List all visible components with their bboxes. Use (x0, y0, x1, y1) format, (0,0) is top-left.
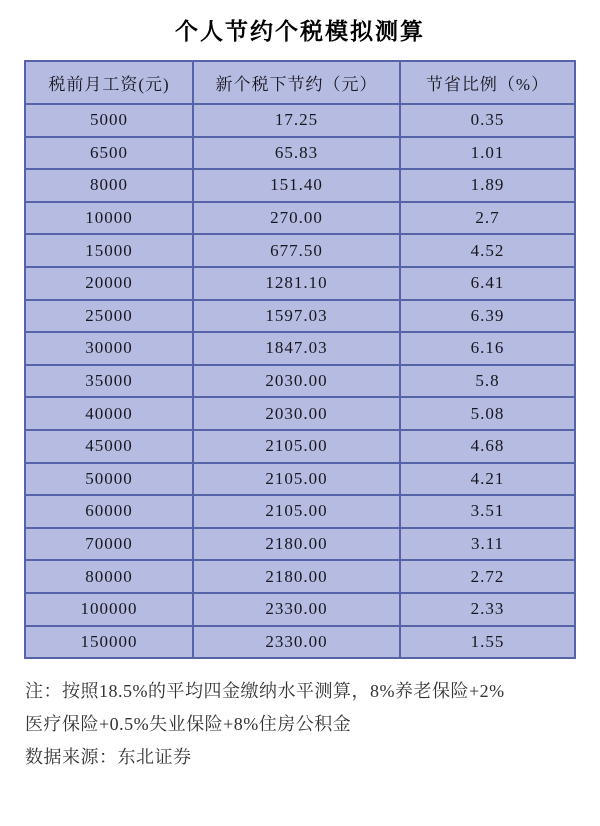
footnote (25, 675, 575, 741)
table-body (25, 104, 575, 658)
cell-saving-ratio: 0.35 (400, 104, 575, 137)
cell-saving-ratio: 1.89 (400, 169, 575, 202)
cell-new-tax-saving: 2105.00 (193, 430, 400, 463)
table-row (25, 169, 575, 202)
cell-pretax-salary: 70000 (25, 528, 193, 561)
cell-new-tax-saving: 1847.03 (193, 332, 400, 365)
cell-new-tax-saving: 151.40 (193, 169, 400, 202)
cell-saving-ratio: 4.68 (400, 430, 575, 463)
cell-new-tax-saving: 2105.00 (193, 495, 400, 528)
cell-new-tax-saving: 677.50 (193, 234, 400, 267)
table-row (25, 332, 575, 365)
table-row (25, 495, 575, 528)
cell-pretax-salary: 8000 (25, 169, 193, 202)
cell-saving-ratio: 2.72 (400, 560, 575, 593)
table-row (25, 104, 575, 137)
cell-pretax-salary: 10000 (25, 202, 193, 235)
header-new-tax-saving: 新个税下节约（元） (193, 61, 400, 104)
cell-new-tax-saving: 1597.03 (193, 300, 400, 333)
cell-new-tax-saving: 17.25 (193, 104, 400, 137)
table-row (25, 202, 575, 235)
cell-new-tax-saving: 2030.00 (193, 365, 400, 398)
table-row (25, 626, 575, 659)
cell-new-tax-saving: 2105.00 (193, 463, 400, 496)
cell-pretax-salary: 6500 (25, 137, 193, 170)
cell-saving-ratio: 4.52 (400, 234, 575, 267)
cell-pretax-salary: 35000 (25, 365, 193, 398)
table-row (25, 560, 575, 593)
table-row (25, 234, 575, 267)
data-source: 数据来源：东北证券 (25, 747, 192, 768)
cell-pretax-salary: 80000 (25, 560, 193, 593)
footnote-line-2: 医疗保险+0.5%失业保险+8%住房公积金 (25, 714, 352, 735)
table-row (25, 528, 575, 561)
table-row (25, 137, 575, 170)
cell-pretax-salary: 5000 (25, 104, 193, 137)
cell-saving-ratio: 6.41 (400, 267, 575, 300)
cell-saving-ratio: 2.7 (400, 202, 575, 235)
table-row (25, 593, 575, 626)
table-row (25, 267, 575, 300)
cell-saving-ratio: 3.11 (400, 528, 575, 561)
table-row (25, 365, 575, 398)
cell-new-tax-saving: 2180.00 (193, 560, 400, 593)
table-row (25, 430, 575, 463)
cell-new-tax-saving: 2330.00 (193, 593, 400, 626)
cell-new-tax-saving: 2180.00 (193, 528, 400, 561)
cell-saving-ratio: 6.39 (400, 300, 575, 333)
cell-pretax-salary: 150000 (25, 626, 193, 659)
cell-saving-ratio: 5.08 (400, 397, 575, 430)
cell-pretax-salary: 15000 (25, 234, 193, 267)
cell-saving-ratio: 4.21 (400, 463, 575, 496)
cell-pretax-salary: 100000 (25, 593, 193, 626)
table-row (25, 463, 575, 496)
table-row (25, 300, 575, 333)
cell-saving-ratio: 3.51 (400, 495, 575, 528)
cell-pretax-salary: 60000 (25, 495, 193, 528)
cell-saving-ratio: 2.33 (400, 593, 575, 626)
header-pretax-salary: 税前月工资(元) (25, 61, 193, 104)
cell-saving-ratio: 6.16 (400, 332, 575, 365)
tax-savings-table (24, 60, 576, 659)
cell-pretax-salary: 20000 (25, 267, 193, 300)
cell-pretax-salary: 50000 (25, 463, 193, 496)
cell-new-tax-saving: 2030.00 (193, 397, 400, 430)
cell-pretax-salary: 30000 (25, 332, 193, 365)
page-title: 个人节约个税模拟测算 (175, 19, 425, 44)
cell-pretax-salary: 25000 (25, 300, 193, 333)
cell-new-tax-saving: 2330.00 (193, 626, 400, 659)
table-row (25, 397, 575, 430)
cell-pretax-salary: 40000 (25, 397, 193, 430)
cell-pretax-salary: 45000 (25, 430, 193, 463)
table-header-row (25, 61, 575, 104)
cell-new-tax-saving: 65.83 (193, 137, 400, 170)
cell-saving-ratio: 1.55 (400, 626, 575, 659)
cell-new-tax-saving: 270.00 (193, 202, 400, 235)
cell-saving-ratio: 1.01 (400, 137, 575, 170)
cell-new-tax-saving: 1281.10 (193, 267, 400, 300)
header-saving-ratio: 节省比例（%） (400, 61, 575, 104)
cell-saving-ratio: 5.8 (400, 365, 575, 398)
footnote-line-1: 注：按照18.5%的平均四金缴纳水平测算，8%养老保险+2% (25, 681, 505, 702)
